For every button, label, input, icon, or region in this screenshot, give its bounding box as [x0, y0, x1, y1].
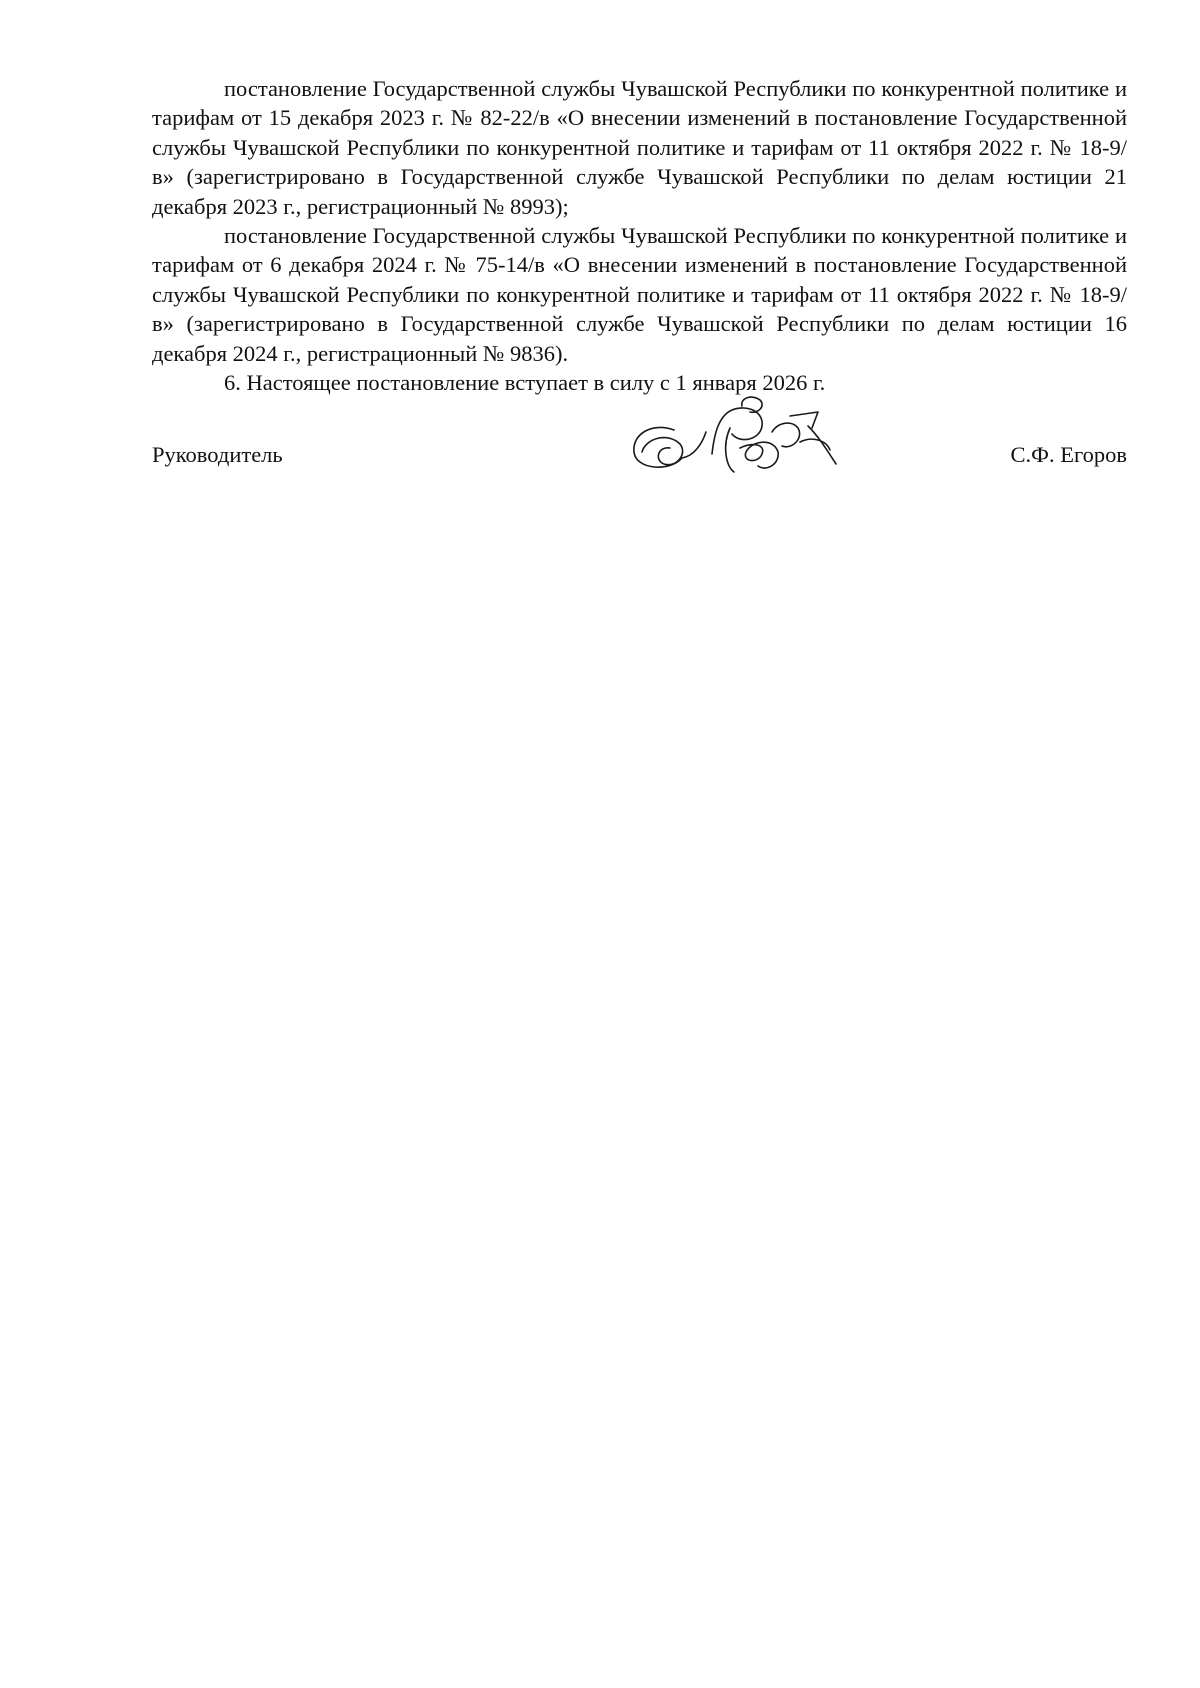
signature-block [152, 400, 1127, 480]
paragraph-resolution-82-22: постановление Государственной службы Чувашской Республики по конкурентной политике и тарифам от 15 декабря 2023 г. № 82-22/в «О внесении изменений в постановление Государственной службы Чувашской Республики по конкурентной политике и тарифам от 11 октября 2022 г. № 18-9/в» (зарегистрировано в Государственной службе Чувашской Республики по делам юстиции 21 декабря 2023 г., регистрационный № 8993); [152, 76, 1127, 219]
paragraph-resolution-75-14: постановление Государственной службы Чувашской Республики по конкурентной политике и тарифам от 6 декабря 2024 г. № 75-14/в «О внесении изменений в постановление Государственной службы Чувашской Республики по конкурентной политике и тарифам от 11 октября 2022 г. № 18-9/в» (зарегистрировано в Государственной службе Чувашской Республики по делам юстиции 16 декабря 2024 г., регистрационный № 9836). [152, 223, 1127, 366]
document-body [152, 74, 1127, 397]
signatory-name: С.Ф. Егоров [1010, 442, 1127, 467]
signatory-title: Руководитель [152, 442, 283, 467]
paragraph-effective-date: 6. Настоящее постановление вступает в силу с 1 января 2026 г. [224, 370, 826, 396]
handwritten-signature-icon [622, 392, 862, 482]
